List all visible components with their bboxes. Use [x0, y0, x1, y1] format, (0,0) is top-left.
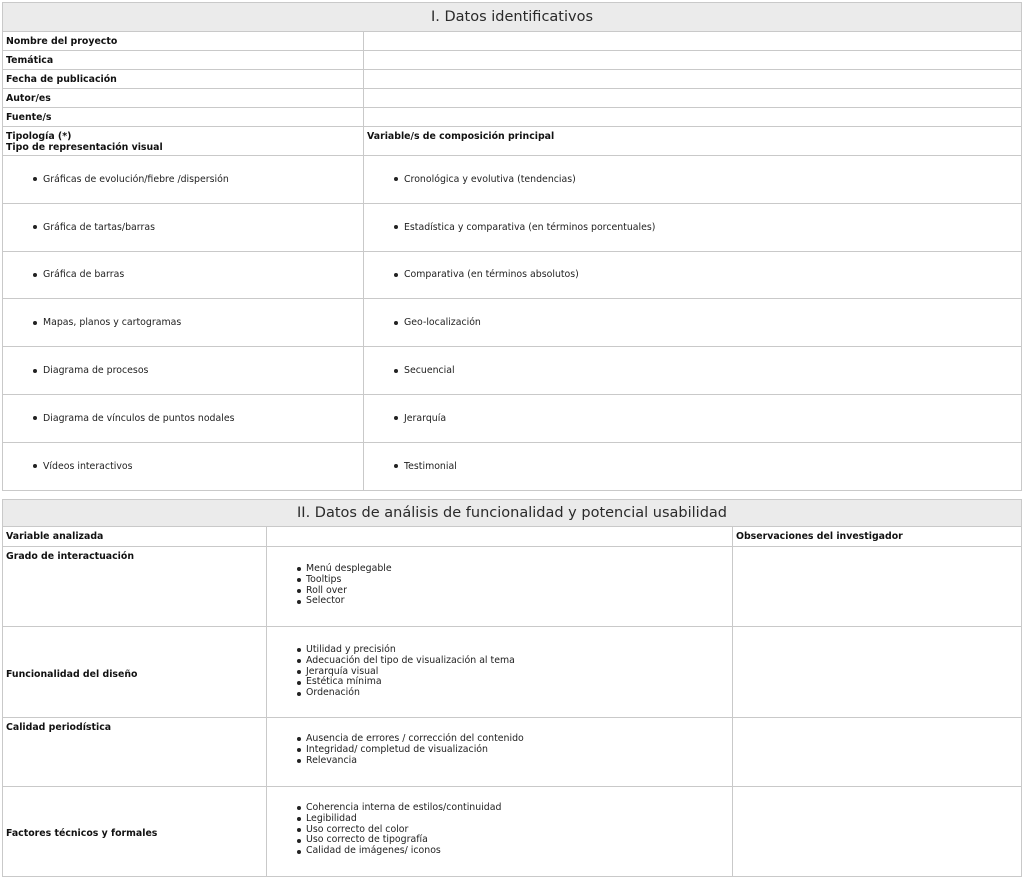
observations-cell[interactable] — [733, 627, 1022, 718]
representation-text: Gráfica de barras — [43, 269, 125, 281]
bullet-icon — [297, 759, 301, 763]
variable-journalistic-quality: Calidad periodística — [3, 718, 267, 787]
variable-interaction: Grado de interactuación — [3, 547, 267, 627]
typology-header — [3, 127, 364, 156]
field-label-project-name: Nombre del proyecto — [3, 32, 364, 51]
representation-text: Diagrama de vínculos de puntos nodales — [43, 412, 235, 424]
criteria-list — [267, 734, 732, 766]
criteria-item: Menú desplegable — [297, 564, 732, 575]
header-middle — [267, 527, 733, 547]
composition-option — [364, 222, 1021, 233]
composition-text: Geo-localización — [404, 317, 481, 329]
bullet-icon — [394, 464, 398, 468]
representation-option — [3, 317, 363, 328]
bullet-icon — [297, 589, 301, 593]
representation-text: Gráfica de tartas/barras — [43, 221, 155, 233]
composition-option — [364, 413, 1021, 424]
typology-row — [3, 442, 1022, 490]
field-row — [3, 32, 1022, 51]
composition-text: Jerarquía — [404, 412, 447, 424]
representation-option — [3, 174, 363, 185]
bullet-icon — [297, 681, 301, 685]
representation-text: Vídeos interactivos — [43, 460, 133, 472]
bullet-icon — [33, 321, 37, 325]
criteria-item: Relevancia — [297, 756, 732, 767]
analysis-row — [3, 547, 1022, 627]
bullet-icon — [297, 748, 301, 752]
bullet-icon — [297, 839, 301, 843]
composition-text: Comparativa (en términos absolutos) — [404, 269, 579, 281]
representation-option — [3, 222, 363, 233]
representation-label: Tipo de representación visual — [6, 142, 163, 153]
analysis-row — [3, 627, 1022, 718]
representation-option — [3, 461, 363, 472]
bullet-icon — [394, 321, 398, 325]
observations-cell[interactable] — [733, 787, 1022, 877]
field-label-sources: Fuente/s — [3, 108, 364, 127]
field-row — [3, 51, 1022, 70]
criteria-item: Ausencia de errores / corrección del contenido — [297, 734, 732, 745]
criteria-item: Adecuación del tipo de visualización al tema — [297, 656, 732, 667]
composition-text: Estadística y comparativa (en términos porcentuales) — [404, 221, 656, 233]
field-label-publication-date: Fecha de publicación — [3, 70, 364, 89]
criteria-item: Ordenación — [297, 688, 732, 699]
criteria-list — [267, 564, 732, 607]
criteria-cell — [267, 787, 733, 877]
criteria-item: Uso correcto de tipografía — [297, 835, 732, 846]
identification-table — [2, 2, 1022, 491]
field-row — [3, 70, 1022, 89]
bullet-icon — [33, 416, 37, 420]
bullet-icon — [297, 567, 301, 571]
variable-technical-factors: Factores técnicos y formales — [3, 787, 267, 877]
bullet-icon — [33, 273, 37, 277]
bullet-icon — [33, 177, 37, 181]
criteria-item: Selector — [297, 596, 732, 607]
field-value-topic[interactable] — [364, 51, 1022, 70]
criteria-item: Integridad/ completud de visualización — [297, 745, 732, 756]
field-value-publication-date[interactable] — [364, 70, 1022, 89]
bullet-icon — [297, 659, 301, 663]
variable-design-functionality: Funcionalidad del diseño — [3, 627, 267, 718]
typology-row — [3, 156, 1022, 204]
bullet-icon — [297, 806, 301, 810]
criteria-item: Jerarquía visual — [297, 667, 732, 678]
typology-header-row — [3, 127, 1022, 156]
analysis-header-row — [3, 527, 1022, 547]
representation-text: Diagrama de procesos — [43, 365, 149, 377]
bullet-icon — [394, 273, 398, 277]
representation-option — [3, 413, 363, 424]
bullet-icon — [297, 578, 301, 582]
bullet-icon — [33, 225, 37, 229]
field-row — [3, 89, 1022, 108]
bullet-icon — [297, 600, 301, 604]
field-value-project-name[interactable] — [364, 32, 1022, 51]
criteria-item: Uso correcto del color — [297, 825, 732, 836]
bullet-icon — [297, 850, 301, 854]
bullet-icon — [394, 369, 398, 373]
representation-option — [3, 365, 363, 376]
section-identification — [2, 2, 1021, 491]
observations-cell[interactable] — [733, 547, 1022, 627]
criteria-item: Tooltips — [297, 575, 732, 586]
section2-title: II. Datos de análisis de funcionalidad y potencial usabilidad — [3, 500, 1022, 527]
typology-label: Tipología (*) — [6, 131, 72, 142]
criteria-cell — [267, 627, 733, 718]
bullet-icon — [394, 225, 398, 229]
field-label-topic: Temática — [3, 51, 364, 70]
field-value-sources[interactable] — [364, 108, 1022, 127]
field-value-authors[interactable] — [364, 89, 1022, 108]
bullet-icon — [297, 828, 301, 832]
criteria-cell — [267, 547, 733, 627]
representation-option — [3, 269, 363, 280]
bullet-icon — [33, 464, 37, 468]
field-label-authors: Autor/es — [3, 89, 364, 108]
section-functionality — [2, 499, 1021, 877]
bullet-icon — [394, 416, 398, 420]
criteria-item: Roll over — [297, 586, 732, 597]
field-row — [3, 108, 1022, 127]
composition-text: Testimonial — [404, 460, 457, 472]
bullet-icon — [297, 692, 301, 696]
bullet-icon — [297, 670, 301, 674]
composition-label: Variable/s de composición principal — [364, 127, 1022, 156]
criteria-item: Utilidad y precisión — [297, 645, 732, 656]
bullet-icon — [33, 369, 37, 373]
criteria-cell — [267, 718, 733, 787]
header-observations: Observaciones del investigador — [733, 527, 1022, 547]
composition-option — [364, 461, 1021, 472]
typology-row — [3, 203, 1022, 251]
bullet-icon — [297, 737, 301, 741]
typology-row — [3, 251, 1022, 299]
composition-text: Secuencial — [404, 365, 455, 377]
bullet-icon — [394, 177, 398, 181]
functionality-table — [2, 499, 1022, 877]
bullet-icon — [297, 648, 301, 652]
composition-option — [364, 269, 1021, 280]
header-variable: Variable analizada — [3, 527, 267, 547]
section1-title: I. Datos identificativos — [3, 3, 1022, 32]
composition-option — [364, 174, 1021, 185]
representation-text: Mapas, planos y cartogramas — [43, 317, 182, 329]
criteria-list — [267, 803, 732, 857]
criteria-item: Calidad de imágenes/ iconos — [297, 846, 732, 857]
composition-text: Cronológica y evolutiva (tendencias) — [404, 173, 576, 185]
criteria-item: Coherencia interna de estilos/continuidad — [297, 803, 732, 814]
criteria-list — [267, 645, 732, 699]
typology-row — [3, 299, 1022, 347]
typology-row — [3, 394, 1022, 442]
criteria-item: Estética mínima — [297, 677, 732, 688]
composition-option — [364, 365, 1021, 376]
analysis-row — [3, 787, 1022, 877]
representation-text: Gráficas de evolución/fiebre /dispersión — [43, 173, 229, 185]
composition-option — [364, 317, 1021, 328]
analysis-row — [3, 718, 1022, 787]
typology-row — [3, 347, 1022, 395]
criteria-item: Legibilidad — [297, 814, 732, 825]
observations-cell[interactable] — [733, 718, 1022, 787]
bullet-icon — [297, 817, 301, 821]
